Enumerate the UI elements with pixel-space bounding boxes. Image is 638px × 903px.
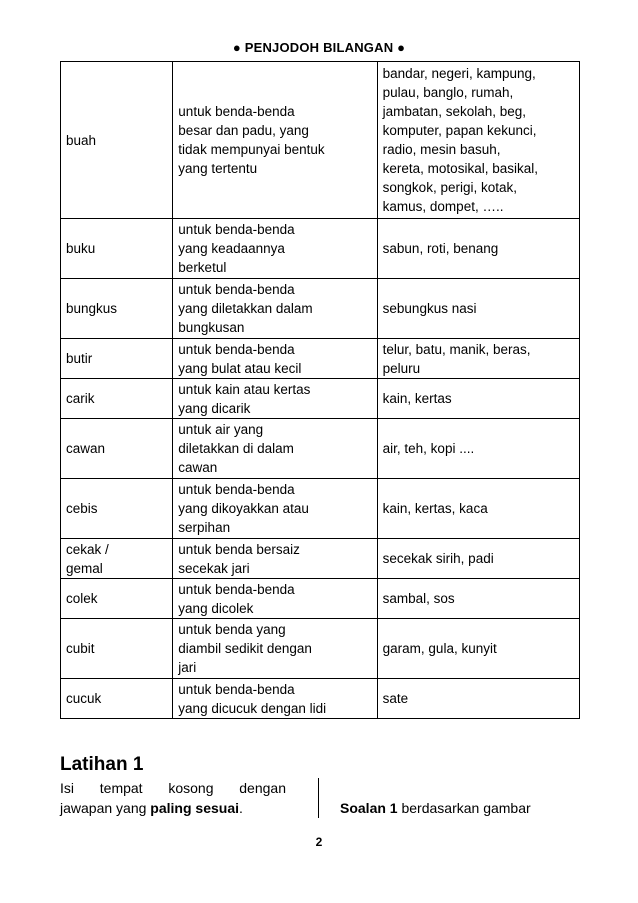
table-cell-examples: sate bbox=[377, 679, 579, 719]
instruction-word: kosong bbox=[168, 780, 214, 796]
table-cell-description: untuk benda-benda yang bulat atau kecil bbox=[173, 339, 377, 379]
table-cell-description: untuk benda-benda yang dicucuk dengan lidi bbox=[173, 679, 377, 719]
instruction-line-1 bbox=[60, 778, 286, 798]
table-cell-description: untuk benda-benda yang dicolek bbox=[173, 579, 377, 619]
table-cell-word: buah bbox=[61, 62, 173, 219]
exercise-title: Latihan 1 bbox=[60, 754, 144, 775]
table-row bbox=[61, 279, 580, 339]
table-cell-examples: sabun, roti, benang bbox=[377, 219, 579, 279]
table-row bbox=[61, 339, 580, 379]
table-cell-word: buku bbox=[61, 219, 173, 279]
table-cell-examples: garam, gula, kunyit bbox=[377, 619, 579, 679]
instruction-word: Isi bbox=[60, 780, 74, 796]
table-cell-description: untuk kain atau kertas yang dicarik bbox=[173, 379, 377, 419]
table-cell-word: colek bbox=[61, 579, 173, 619]
question-prompt bbox=[340, 798, 531, 818]
table-cell-examples: secekak sirih, padi bbox=[377, 539, 579, 579]
table-row bbox=[61, 619, 580, 679]
question-text: berdasarkan gambar bbox=[397, 800, 531, 816]
instruction-word: dengan bbox=[239, 780, 286, 796]
table-cell-word: butir bbox=[61, 339, 173, 379]
table-cell-description: untuk benda bersaiz secekak jari bbox=[173, 539, 377, 579]
column-divider bbox=[318, 778, 319, 818]
table-cell-description: untuk benda-benda besar dan padu, yang tidak mempunyai bentuk yang tertentu bbox=[173, 62, 377, 219]
table-cell-examples: kain, kertas bbox=[377, 379, 579, 419]
table-cell-description: untuk air yang diletakkan di dalam cawan bbox=[173, 419, 377, 479]
table-cell-description: untuk benda-benda yang keadaannya berketul bbox=[173, 219, 377, 279]
table-row bbox=[61, 539, 580, 579]
exercise-instruction bbox=[60, 778, 286, 818]
table-cell-word: cawan bbox=[61, 419, 173, 479]
table-row bbox=[61, 379, 580, 419]
instruction-emphasis: paling sesuai bbox=[150, 800, 239, 816]
table-cell-word: bungkus bbox=[61, 279, 173, 339]
table-cell-description: untuk benda yang diambil sedikit dengan jari bbox=[173, 619, 377, 679]
table-row bbox=[61, 679, 580, 719]
table-cell-examples: bandar, negeri, kampung, pulau, banglo, rumah, jambatan, sekolah, beg, komputer, papan kekunci, radio, mesin basuh, kereta, motosikal, basikal, songkok, perigi, kotak, kamus, dompet, ….. bbox=[377, 62, 579, 219]
table-cell-examples: telur, batu, manik, beras, peluru bbox=[377, 339, 579, 379]
page-number: 2 bbox=[315, 835, 323, 849]
table-cell-word: carik bbox=[61, 379, 173, 419]
table-cell-word: cubit bbox=[61, 619, 173, 679]
table-cell-examples: sambal, sos bbox=[377, 579, 579, 619]
instruction-word: tempat bbox=[99, 780, 143, 796]
table-body bbox=[61, 62, 580, 719]
penjodoh-bilangan-table bbox=[60, 61, 580, 719]
table-row bbox=[61, 579, 580, 619]
table-row bbox=[61, 419, 580, 479]
table-cell-examples: kain, kertas, kaca bbox=[377, 479, 579, 539]
instruction-line-2 bbox=[60, 798, 286, 818]
instruction-period: . bbox=[239, 800, 243, 816]
table-row bbox=[61, 62, 580, 219]
table-cell-word: cekak / gemal bbox=[61, 539, 173, 579]
table-cell-description: untuk benda-benda yang dikoyakkan atau serpihan bbox=[173, 479, 377, 539]
page-header-title: ● PENJODOH BILANGAN ● bbox=[232, 40, 406, 55]
table-cell-examples: air, teh, kopi .... bbox=[377, 419, 579, 479]
table-row bbox=[61, 479, 580, 539]
table-cell-examples: sebungkus nasi bbox=[377, 279, 579, 339]
table-cell-word: cucuk bbox=[61, 679, 173, 719]
table-cell-description: untuk benda-benda yang diletakkan dalam bungkusan bbox=[173, 279, 377, 339]
instruction-text: jawapan yang bbox=[60, 800, 151, 816]
question-label: Soalan 1 bbox=[340, 800, 398, 816]
table-row bbox=[61, 219, 580, 279]
table-cell-word: cebis bbox=[61, 479, 173, 539]
